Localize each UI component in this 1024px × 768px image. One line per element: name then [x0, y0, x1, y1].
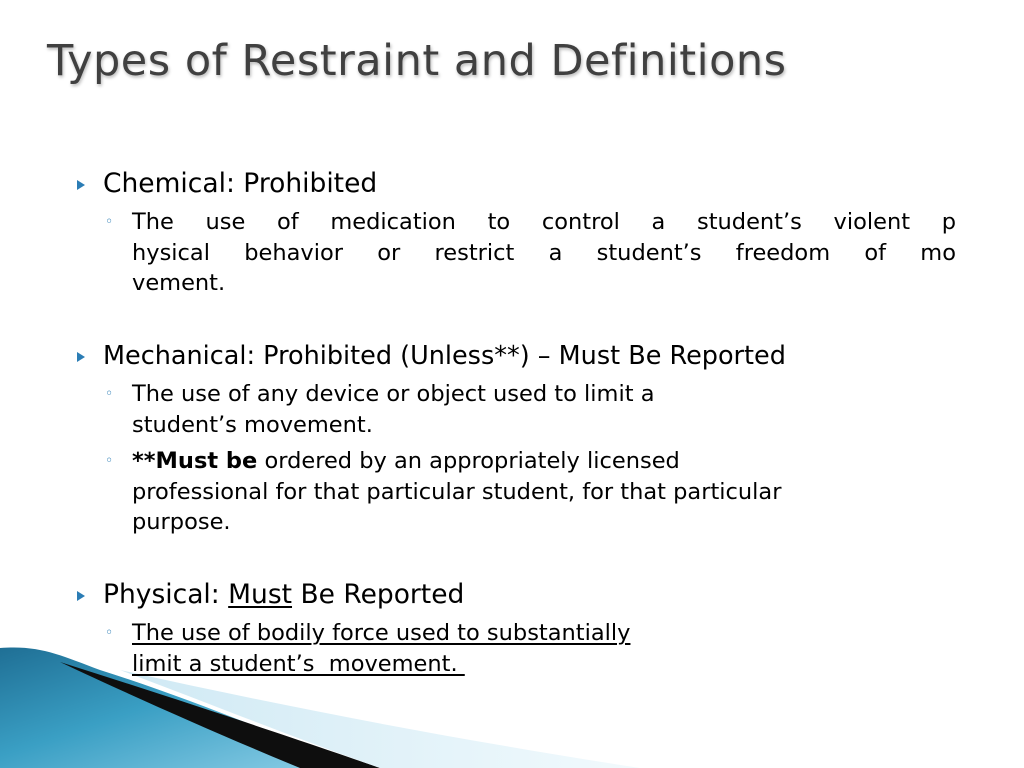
- physical-heading-part-2: Be Reported: [292, 579, 465, 610]
- chemical-definition-line-3: vement.: [132, 270, 226, 296]
- physical-definition-line-1: The use of bodily force used to substantially: [132, 620, 631, 646]
- mechanical-note-line-1-rest: ordered by an appropriately licensed: [257, 448, 680, 474]
- chemical-definition: [132, 207, 956, 299]
- mechanical-definition-line-1: The use of any device or object used to limit a: [132, 381, 655, 407]
- right-triangle-icon: [76, 590, 86, 602]
- small-circle-icon: ◦: [105, 214, 114, 230]
- mechanical-definition: [132, 379, 654, 440]
- section-heading-physical: [103, 578, 464, 612]
- chemical-definition-line-2: hysical behavior or restrict a student’s freedom of mo: [132, 239, 956, 266]
- section-heading-mechanical: Mechanical: Prohibited (Unless**) – Must Be Reported: [103, 341, 786, 371]
- slide-title: Types of Restraint and Definitions: [47, 36, 787, 86]
- mechanical-definition-line-2: student’s movement.: [132, 411, 373, 438]
- section-heading-chemical: Chemical: Prohibited: [103, 168, 378, 199]
- right-triangle-icon: [76, 179, 86, 191]
- physical-definition: [132, 618, 630, 679]
- physical-heading-part-1: Physical:: [103, 579, 229, 610]
- mechanical-note-line-2: professional for that particular student, for that particular: [132, 478, 782, 505]
- small-circle-icon: ◦: [105, 453, 114, 469]
- mechanical-note-line-1: [132, 446, 781, 477]
- chemical-definition-line-1: The use of medication to control a student’s violent p: [132, 209, 956, 235]
- mechanical-note: [132, 446, 781, 538]
- small-circle-icon: ◦: [105, 625, 114, 641]
- must-be-emphasis: **Must be: [132, 448, 258, 474]
- right-triangle-icon: [76, 351, 86, 363]
- physical-definition-line-2: limit a student’s movement.: [132, 650, 465, 677]
- small-circle-icon: ◦: [105, 386, 114, 402]
- mechanical-note-line-3: purpose.: [132, 509, 231, 535]
- physical-heading-must: Must: [228, 579, 293, 610]
